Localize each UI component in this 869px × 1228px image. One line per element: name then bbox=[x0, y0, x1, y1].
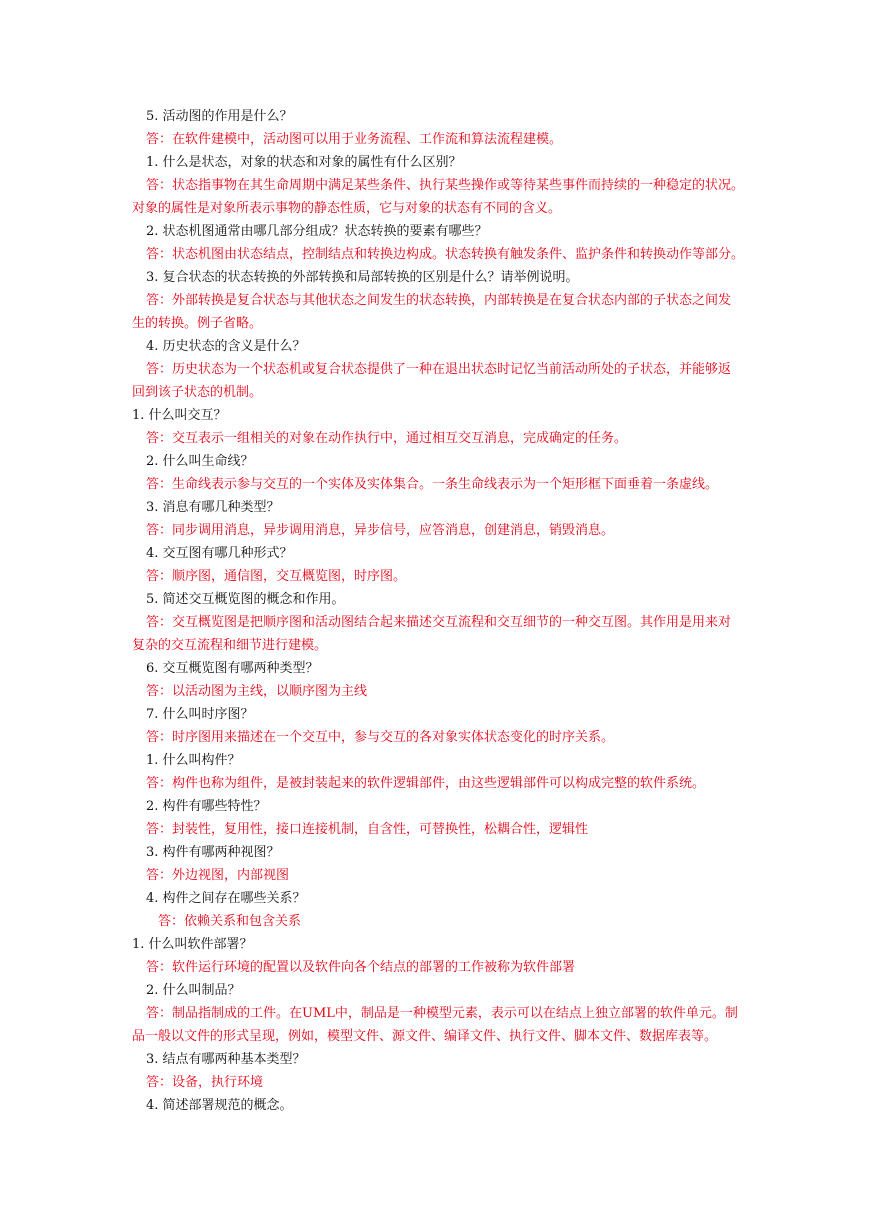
question-line: 1. 什么是状态，对象的状态和对象的属性有什么区别？ bbox=[146, 155, 462, 170]
question-line: 2. 构件有哪些特性？ bbox=[146, 799, 267, 814]
question-line: 1. 什么叫交互？ bbox=[132, 408, 227, 423]
question-line: 3. 结点有哪两种基本类型？ bbox=[146, 1052, 306, 1067]
answer-line: 答：软件运行环境的配置以及软件向各个结点的部署的工作被称为软件部署 bbox=[146, 960, 576, 975]
answer-line: 答：外部转换是复合状态与其他状态之间发生的状态转换，内部转换是在复合状态内部的子状态之间发 bbox=[146, 293, 732, 308]
answer-line: 答：交互概览图是把顺序图和活动图结合起来描述交互流程和交互细节的一种交互图。其作用是用来对 bbox=[146, 615, 732, 630]
answer-line: 答：在软件建模中，活动图可以用于业务流程、工作流和算法流程建模。 bbox=[146, 132, 563, 147]
answer-line: 复杂的交互流程和细节进行建模。 bbox=[132, 638, 328, 653]
answer-line: 答：构件也称为组件，是被封装起来的软件逻辑部件，由这些逻辑部件可以构成完整的软件系统。 bbox=[146, 776, 706, 791]
answer-line: 答：状态指事物在其生命周期中满足某些条件、执行某些操作或等待某些事件而持续的一种稳定的状况。 bbox=[146, 178, 745, 193]
answer-line: 答：以活动图为主线，以顺序图为主线 bbox=[146, 684, 368, 699]
question-line: 3. 复合状态的状态转换的外部转换和局部转换的区别是什么？请举例说明。 bbox=[146, 270, 579, 285]
question-line: 4. 交互图有哪几种形式？ bbox=[146, 546, 293, 561]
question-line: 3. 消息有哪几种类型？ bbox=[146, 500, 280, 515]
answer-line: 答：时序图用来描述在一个交互中，参与交互的各对象实体状态变化的时序关系。 bbox=[146, 730, 615, 745]
answer-line: 生的转换。例子省略。 bbox=[132, 316, 263, 331]
answer-line: 答：状态机图由状态结点，控制结点和转换边构成。状态转换有触发条件、监护条件和转换动作等部分。 bbox=[146, 247, 745, 262]
answer-line: 答：生命线表示参与交互的一个实体及实体集合。一条生命线表示为一个矩形框下面垂着一条虚线。 bbox=[146, 477, 719, 492]
question-line: 2. 什么叫制品？ bbox=[146, 983, 241, 998]
question-line: 7. 什么叫时序图？ bbox=[146, 707, 254, 722]
answer-line: 答：外边视图，内部视图 bbox=[146, 868, 290, 883]
question-line: 4. 历史状态的含义是什么？ bbox=[146, 339, 306, 354]
question-line: 5. 活动图的作用是什么？ bbox=[146, 109, 293, 124]
question-line: 4. 简述部署规范的概念。 bbox=[146, 1098, 293, 1113]
answer-line: 回到该子状态的机制。 bbox=[132, 385, 263, 400]
answer-line: 答：制品指制成的工件。在UML中，制品是一种模型元素，表示可以在结点上独立部署的软件单元。制 bbox=[146, 1006, 738, 1021]
question-line: 4. 构件之间存在哪些关系？ bbox=[146, 891, 306, 906]
question-line: 1. 什么叫软件部署？ bbox=[132, 937, 253, 952]
question-line: 2. 什么叫生命线？ bbox=[146, 454, 254, 469]
question-line: 6. 交互概览图有哪两种类型？ bbox=[146, 661, 319, 676]
answer-line: 答：交互表示一组相关的对象在动作执行中，通过相互交互消息，完成确定的任务。 bbox=[146, 431, 628, 446]
question-line: 1. 什么叫构件？ bbox=[146, 753, 241, 768]
answer-line: 答：封装性，复用性，接口连接机制，自含性，可替换性，松耦合性，逻辑性 bbox=[146, 822, 589, 837]
question-line: 2. 状态机图通常由哪几部分组成？状态转换的要素有哪些？ bbox=[146, 224, 488, 239]
question-line: 5. 简述交互概览图的概念和作用。 bbox=[146, 592, 345, 607]
answer-line: 答：设备，执行环境 bbox=[146, 1075, 264, 1090]
answer-line: 答：顺序图，通信图，交互概览图，时序图。 bbox=[146, 569, 407, 584]
answer-line: 答：历史状态为一个状态机或复合状态提供了一种在退出状态时记忆当前活动所处的子状态，并能够返 bbox=[146, 362, 732, 377]
question-line: 3. 构件有哪两种视图？ bbox=[146, 845, 280, 860]
answer-line: 答：同步调用消息，异步调用消息，异步信号，应答消息，创建消息，销毁消息。 bbox=[146, 523, 615, 538]
answer-line: 答：依赖关系和包含关系 bbox=[158, 914, 302, 929]
answer-line: 品一般以文件的形式呈现，例如，模型文件、源文件、编译文件、执行文件、脚本文件、数据库表等。 bbox=[132, 1029, 718, 1044]
answer-line: 对象的属性是对象所表示事物的静态性质，它与对象的状态有不同的含义。 bbox=[132, 201, 562, 216]
